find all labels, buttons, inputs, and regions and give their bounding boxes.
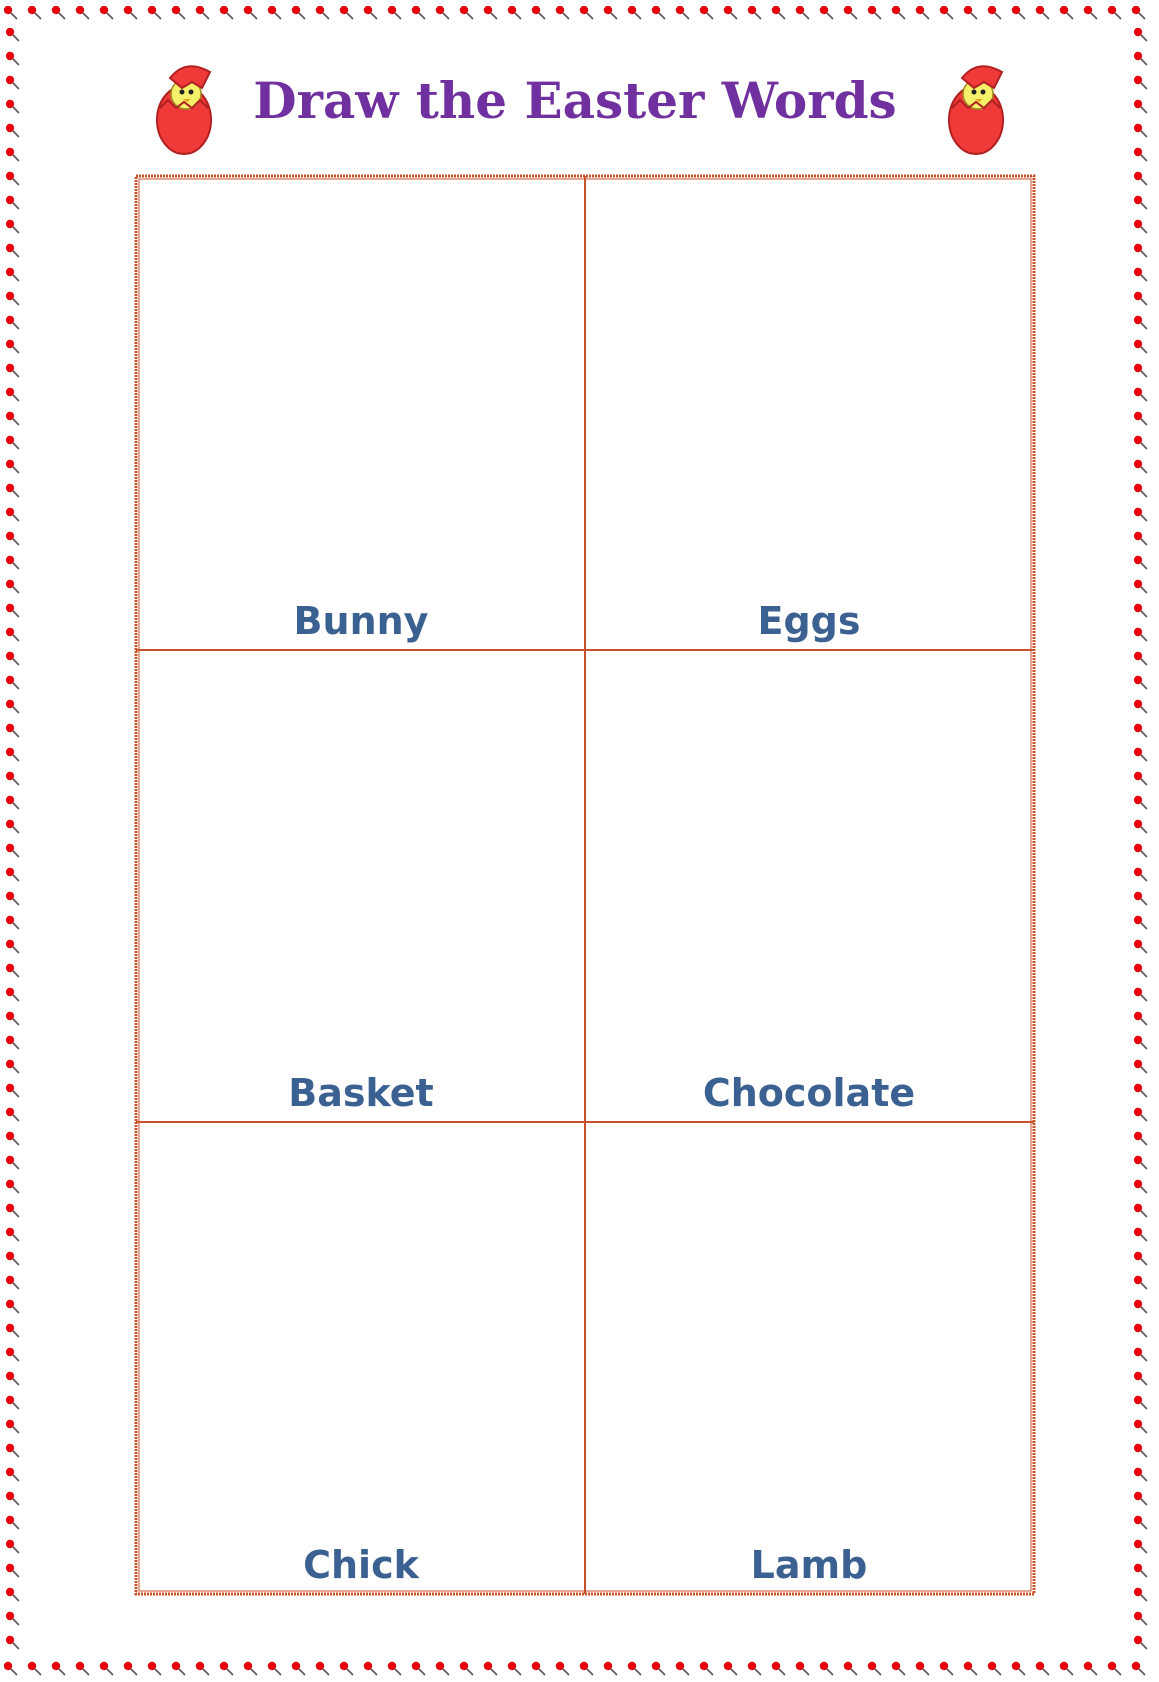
word-label: Eggs xyxy=(757,599,861,643)
chick-in-egg-icon xyxy=(152,58,216,158)
drawing-box-eggs[interactable] xyxy=(586,178,1032,649)
chick-in-egg-icon xyxy=(944,58,1008,158)
drawing-box-basket[interactable] xyxy=(138,651,584,1121)
word-label: Bunny xyxy=(293,599,429,643)
word-label: Lamb xyxy=(750,1543,868,1587)
drawing-box-bunny[interactable] xyxy=(138,178,584,649)
word-label: Chick xyxy=(303,1543,419,1587)
page-title: Draw the Easter Words xyxy=(253,71,897,130)
word-label: Basket xyxy=(288,1071,434,1115)
word-label: Chocolate xyxy=(702,1071,916,1115)
drawing-box-lamb[interactable] xyxy=(586,1123,1032,1593)
drawing-grid xyxy=(134,174,1036,1596)
drawing-box-chick[interactable] xyxy=(138,1123,584,1593)
title-row xyxy=(140,52,1010,160)
drawing-box-chocolate[interactable] xyxy=(586,651,1032,1121)
